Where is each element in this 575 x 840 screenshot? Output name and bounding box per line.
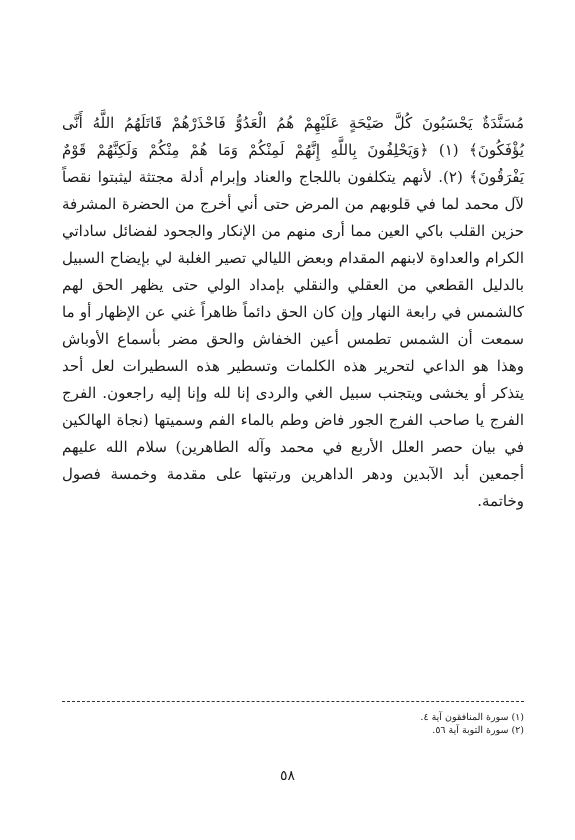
footnote-1: (١) سورة المنافقون آية ٤. xyxy=(420,712,524,723)
main-text xyxy=(62,110,524,515)
page-number: ٥٨ xyxy=(279,768,296,784)
footnote-2: (٢) سورة التوبة آية ٥٦. xyxy=(432,725,524,736)
footnote-divider xyxy=(62,701,524,702)
body-paragraph: مُسَنَّدَةٌ يَحْسَبُونَ كُلَّ صَيْحَةٍ عَلَيْهِمْ هُمُ الْعَدُوُّ فَاحْذَرْهُمْ قَاتَلَهُمُ اللَّهُ أَنَّى يُؤْفَكُونَ﴾ (١) ﴿وَيَحْلِفُونَ بِاللَّهِ إِنَّهُمْ لَمِنْكُمْ وَمَا هُمْ مِنْكُمْ وَلَكِنَّهُمْ قَوْمٌ يَفْرَقُونَ﴾ (٢). لأنهم يتكلفون باللجاج والعناد وإبرام أدلة مجتثة ليثبتوا نقصاً لآل محمد لما في قلوبهم من المرض حتى أني أخرج من الحضرة المشرفة حزين القلب باكي العين مما أرى منهم من الإنكار والجحود لفضائل ساداتي الكرام والعداوة لابنهم المقدام وبعض الليالي تصير الغلبة لي بإيضاح السبيل بالدليل القطعي من العقلي والنقلي بإمداد الولي حتى يظهر الحق لهم كالشمس في رابعة النهار وإن كان الحق دائماً ظاهراً غني عن الإظهار أو ما سمعت أن الشمس تطمس أعين الخفاش والحق مضر بأسماع الأوباش وهذا هو الداعي لتحرير هذه الكلمات وتسطير هذه السطيرات لعل أحد يتذكر أو يخشى ويتجنب سبيل الغي والردى إنا لله وإنا إليه راجعون. الفرج الفرج يا صاحب الفرج الجور فاض وطم بالماء الفم وسميتها (نجاة الهالكين في بيان حصر العلل الأربع في محمد وآله الطاهرين) سلام الله عليهم أجمعين أبد الآبدين ودهر الداهرين ورتبتها على مقدمة وخمسة فصول وخاتمة. xyxy=(62,114,524,510)
footnotes xyxy=(62,711,524,737)
